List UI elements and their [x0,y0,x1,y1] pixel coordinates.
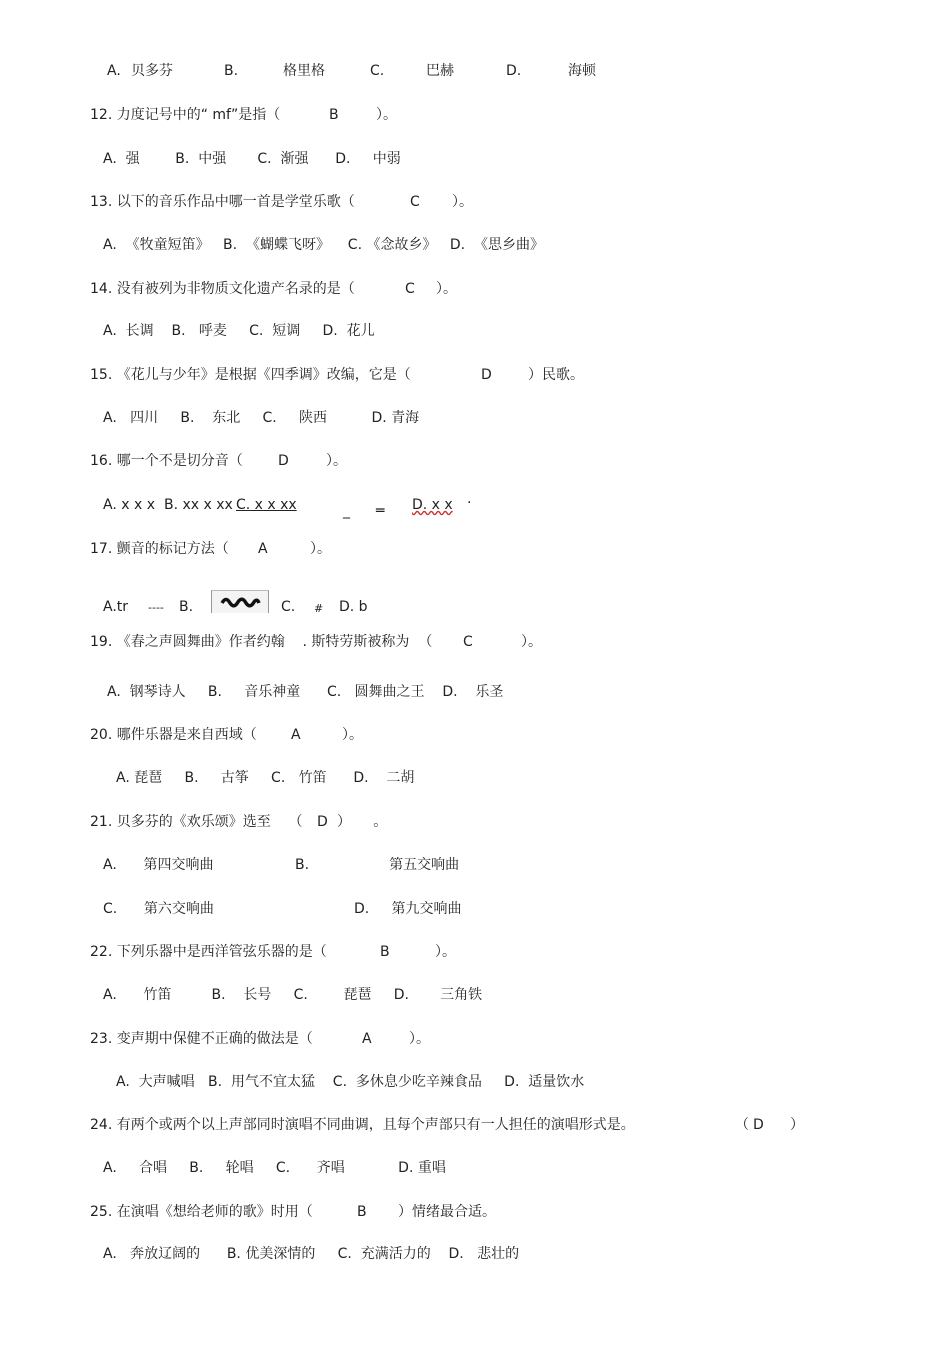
q22-tail: ）。 [435,944,456,960]
q11-option-c-label: C. [370,63,385,79]
q14-options: A. 长调 B. 呼麦 C. 短调 D. 花儿 [103,323,375,339]
q16-dot: · [467,495,472,511]
q19-stem: 19. 《春之声圆舞曲》作者约翰 . 斯特劳斯被称为 （ [90,634,433,650]
q19-tail: ）。 [521,634,542,650]
q12-tail: ）。 [376,107,397,123]
q17-sharp: # [314,602,324,615]
q16-dash-2: ═ [376,503,385,519]
q12-stem: 12. 力度记号中的“ mf”是指（ [90,107,281,123]
q16-option-b: B. xx x xx [164,497,233,513]
q16-tail: ）。 [326,453,347,469]
q11-option-b-text: 格里格 [283,63,325,79]
q17-option-a: A.tr [103,599,129,615]
q19-options: A. 钢琴诗人 B. 音乐神童 C. 圆舞曲之王 D. 乐圣 [107,684,504,700]
q24-options: A. 合唱 B. 轮唱 C. 齐唱 D. 重唱 [103,1160,446,1176]
q21-tail: ） 。 [337,814,388,830]
q11-option-b-label: B. [224,63,239,79]
q20-tail: ）。 [342,727,363,743]
q17-dashes: ---- [148,601,164,614]
q11-option-a-label: A. [107,63,121,79]
q17-option-d: D. b [339,599,368,615]
q24-close: ） [790,1117,804,1133]
q25-tail: ）情绪最合适。 [398,1204,496,1220]
q16-dash-1: _ [343,503,350,519]
q14-stem: 14. 没有被列为非物质文化遗产名录的是（ [90,281,355,297]
q23-answer: A [362,1031,372,1047]
q12-options: A. 强 B. 中强 C. 渐强 D. 中弱 [103,151,401,167]
q16-stem: 16. 哪一个不是切分音（ [90,453,243,469]
q11-option-c-text: 巴赫 [426,63,454,79]
q16-option-a: A. x x x [103,497,155,513]
q13-tail: ）。 [452,194,473,210]
q25-options: A. 奔放辽阔的 B. 优美深情的 C. 充满活力的 D. 悲壮的 [103,1246,520,1262]
q14-tail: ）。 [436,281,457,297]
q16-option-d: D. x x [412,497,453,513]
q23-tail: ）。 [409,1031,430,1047]
q21-stem: 21. 贝多芬的《欢乐颂》选至 （ [90,814,303,830]
q15-tail: ）民歌。 [528,367,584,383]
q21-option-d: D. 第九交响曲 [354,901,462,917]
q22-options: A. 竹笛 B. 长号 C. 琵琶 D. 三角铁 [103,987,483,1003]
q21-option-b: B. 第五交响曲 [295,857,460,873]
q15-options: A. 四川 B. 东北 C. 陕西 D. 青海 [103,410,420,426]
q11-option-d-text: 海顿 [568,63,596,79]
q14-answer: C [405,281,415,297]
q13-options: A. 《牧童短笛》 B. 《蝴蝶飞呀》 C. 《念故乡》 D. 《思乡曲》 [103,237,544,253]
q22-stem: 22. 下列乐器中是西洋管弦乐器的是（ [90,944,327,960]
q15-answer: D [481,367,492,383]
tremolo-image [211,590,269,613]
q23-stem: 23. 变声期中保健不正确的做法是（ [90,1031,313,1047]
q12-answer: B [329,107,339,123]
q22-answer: B [380,944,390,960]
q17-option-c: C. [281,599,296,615]
q17-tail: ）。 [310,541,331,557]
q19-answer: C [463,634,473,650]
q13-stem: 13. 以下的音乐作品中哪一首是学堂乐歌（ [90,194,355,210]
tremolo-wave-icon [212,591,268,613]
q20-stem: 20. 哪件乐器是来自西域（ [90,727,257,743]
q17-answer: A [258,541,268,557]
q11-option-d-label: D. [506,63,522,79]
q21-option-c: C. 第六交响曲 [103,901,214,917]
q24-answer: D [753,1117,764,1133]
q23-options: A. 大声喊唱 B. 用气不宜太猛 C. 多休息少吃辛辣食品 D. 适量饮水 [116,1074,585,1090]
q20-answer: A [291,727,301,743]
q16-answer: D [278,453,289,469]
q24-stem: 24. 有两个或两个以上声部同时演唱不同曲调，且每个声部只有一人担任的演唱形式是。 [90,1117,635,1133]
q15-stem: 15. 《花儿与少年》是根据《四季调》改编，它是（ [90,367,411,383]
q21-option-a: A. 第四交响曲 [103,857,214,873]
q25-answer: B [357,1204,367,1220]
q17-option-b: B. [179,599,194,615]
q21-answer: D [317,814,328,830]
q17-stem: 17. 颤音的标记方法（ [90,541,229,557]
q13-answer: C [410,194,420,210]
q24-open: （ [735,1117,749,1133]
q16-option-c: C. x x xx [236,497,297,513]
q11-option-a-text: 贝多芬 [131,63,173,79]
q20-options: A. 琵琶 B. 古筝 C. 竹笛 D. 二胡 [116,770,415,786]
q25-stem: 25. 在演唱《想给老师的歌》时用（ [90,1204,313,1220]
